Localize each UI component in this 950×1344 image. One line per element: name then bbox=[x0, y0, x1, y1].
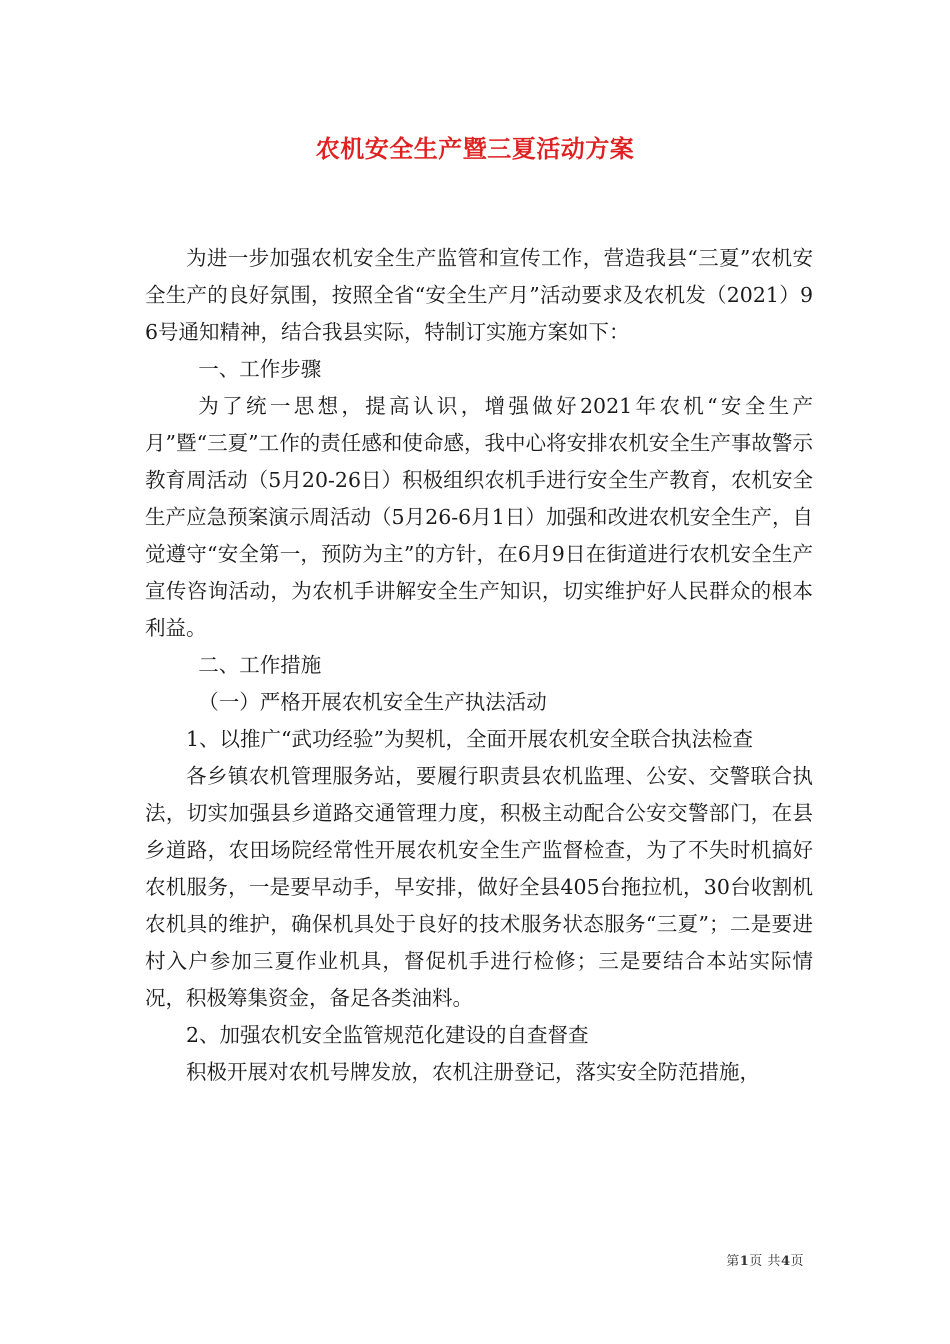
paragraph-supervision: 积极开展对农机号牌发放，农机注册登记，落实安全防范措施， bbox=[186, 1060, 760, 1084]
item-heading-supervision: 2、加强农机安全监管规范化建设的自查督查 bbox=[186, 1023, 589, 1047]
footer-total-pages: 4 bbox=[780, 1254, 791, 1269]
footer-middle: 页 共 bbox=[749, 1254, 781, 1269]
section-heading-measures: 二、工作措施 bbox=[198, 653, 322, 677]
footer-current-page: 1 bbox=[739, 1254, 750, 1269]
page-number-footer bbox=[726, 1250, 804, 1269]
document-title: 农机安全生产暨三夏活动方案 bbox=[315, 134, 635, 163]
subsection-heading-enforcement: （一）严格开展农机安全生产执法活动 bbox=[198, 690, 547, 714]
item-heading-wugong: 1、以推广“武功经验”为契机，全面开展农机安全联合执法检查 bbox=[186, 727, 754, 751]
paragraph-steps: 为了统一思想，提高认识，增强做好2021年农机“安全生产月”暨“三夏”工作的责任感和使命感，我中心将安排农机安全生产事故警示教育周活动（5月20-26日）积极组织农机手进行安全生产教育，农机安全生产应急预案演示周活动（5月26-6月1日）加强和改进农机安全生产，自觉遵守“安全第一，预防为主”的方针，在6月9日在街道进行农机安全生产宣传咨询活动，为农机手讲解安全生产知识，切实维护好人民群众的根本利益。 bbox=[145, 394, 813, 640]
section-heading-steps: 一、工作步骤 bbox=[198, 357, 322, 381]
paragraph-intro: 为进一步加强农机安全生产监管和宣传工作，营造我县“三夏”农机安全生产的良好氛围，按照全省“安全生产月”活动要求及农机发（2021）96号通知精神，结合我县实际，特制订实施方案如下： bbox=[145, 246, 813, 344]
paragraph-enforcement: 各乡镇农机管理服务站，要履行职责县农机监理、公安、交警联合执法，切实加强县乡道路交通管理力度，积极主动配合公安交警部门，在县乡道路，农田场院经常性开展农机安全生产监督检查，为了不失时机搞好农机服务，一是要早动手，早安排，做好全县405台拖拉机，30台收割机农机具的维护，确保机具处于良好的技术服务状态服务“三夏”；二是要进村入户参加三夏作业机具，督促机手进行检修；三是要结合本站实际情况，积极筹集资金，备足各类油料。 bbox=[145, 764, 813, 1010]
document-body bbox=[145, 240, 813, 1091]
footer-prefix: 第 bbox=[726, 1254, 740, 1269]
footer-suffix: 页 bbox=[790, 1254, 804, 1269]
